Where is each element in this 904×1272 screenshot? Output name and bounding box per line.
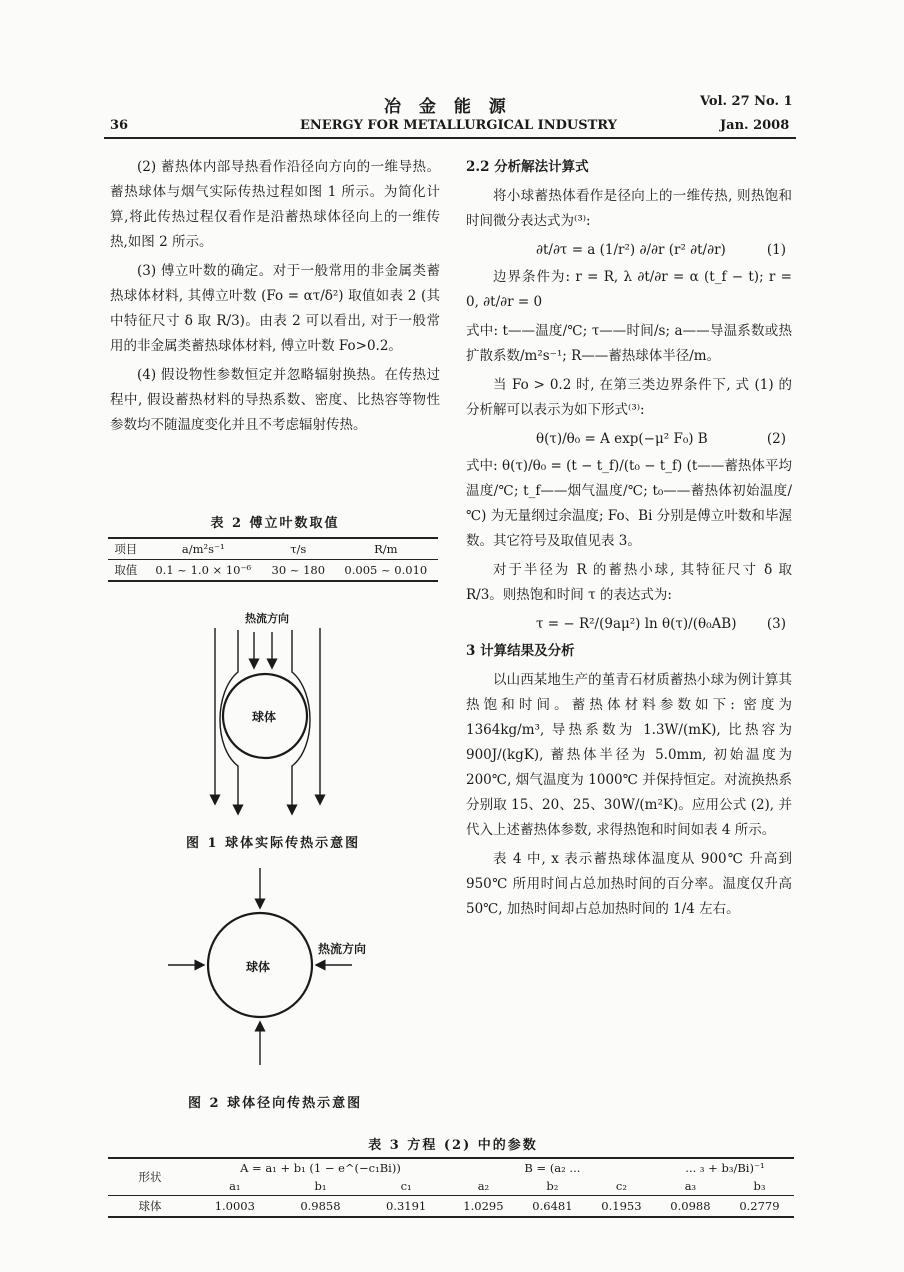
- table-header: R/m: [374, 542, 398, 556]
- table-cell: 0.1953: [601, 1199, 642, 1213]
- equation-1-body: ∂t/∂τ = a (1/r²) ∂/∂r (r² ∂t/∂r): [536, 242, 726, 258]
- table-subheader: a₃: [684, 1179, 697, 1193]
- table-2-grid: [108, 537, 438, 582]
- figure-2-diagram: [160, 860, 400, 1075]
- journal-title-en: ENERGY FOR METALLURGICAL INDUSTRY: [300, 118, 617, 133]
- equation-2-body: θ(τ)/θ₀ = A exp(−μ² F₀) B: [536, 431, 708, 447]
- journal-title-cn: 冶 金 能 源: [384, 97, 512, 117]
- table-cell: 30 ~ 180: [271, 563, 326, 577]
- table-header: ... ₃ + b₃/Bi)⁻¹: [685, 1161, 765, 1175]
- table-cell: 0.3191: [385, 1199, 427, 1213]
- paragraph-assumption-4: (4) 假设物性参数恒定并忽略辐射换热。在传热过程中, 假设蓄热材料的导热系数、密度、比热容等物性参数均不随温度变化并且不考虑辐射传热。: [110, 367, 440, 433]
- table-subheader: a₂: [477, 1179, 490, 1193]
- figure-2-sphere-label: 球体: [246, 960, 271, 974]
- equation-3-body: τ = − R²/(9aμ²) ln θ(τ)/(θ₀AB): [536, 616, 737, 632]
- table-subheader: c₂: [615, 1179, 627, 1193]
- left-column: [110, 155, 440, 442]
- table-cell: 0.6481: [532, 1199, 573, 1213]
- table-header: a/m²s⁻¹: [181, 542, 225, 556]
- table-cell: 取值: [114, 563, 138, 577]
- boundary-conditions: 边界条件为: r = R, λ ∂t/∂r = α (t_f − t); r = 0, ∂t/∂r = 0: [466, 269, 792, 310]
- table-cell: 0.9858: [300, 1199, 341, 1213]
- figure-1-caption: 图 1 球体实际传热示意图: [186, 836, 361, 851]
- table-2: [108, 512, 442, 582]
- table-3: [108, 1134, 798, 1218]
- figure-1: [190, 600, 340, 830]
- page-number: 36: [110, 118, 129, 133]
- paragraph-assumption-2: (2) 蓄热体内部导热看作沿径向方向的一维导热。蓄热球体与烟气实际传热过程如图 1 所示。为简化计算,将此传热过程仅看作是沿蓄热球体径向上的一维传热,如图 2 所示。: [110, 159, 440, 250]
- symbol-definitions-1: 式中: t——温度/℃; τ——时间/s; a——导温系数或热扩散系数/m²s⁻¹; R——蓄热球体半径/m。: [466, 323, 792, 364]
- equation-2: [466, 427, 792, 452]
- right-column: [466, 155, 792, 926]
- paragraph-assumption-3: (3) 傅立叶数的确定。对于一般常用的非金属类蓄热球体材料, 其傅立叶数 (Fo = ατ/δ²) 取值如表 2 (其中特征尺寸 δ 取 R/3)。由表 2 可以看出, 对于一般常用的非金属类蓄热球体材料, 傅立叶数 Fo>0.2。: [110, 263, 440, 354]
- section-3-heading: 3 计算结果及分析: [466, 643, 575, 659]
- table-cell: 0.2779: [739, 1199, 780, 1213]
- table-cell: 1.0003: [214, 1199, 255, 1213]
- table-3-caption: 表 3 方程 (2) 中的参数: [368, 1138, 538, 1153]
- table-header: τ/s: [290, 542, 307, 556]
- equation-1: [466, 238, 792, 263]
- table-subheader: b₂: [546, 1179, 559, 1193]
- table-3-grid: [108, 1157, 794, 1218]
- paragraph-analytic: 当 Fo > 0.2 时, 在第三类边界条件下, 式 (1) 的分析解可以表示为如下形式⁽³⁾:: [466, 377, 792, 418]
- table-row: [108, 560, 438, 582]
- table-2-caption: 表 2 傅立叶数取值: [210, 516, 340, 531]
- table-header: 项目: [114, 542, 138, 556]
- paragraph-characteristic-size: 对于半径为 R 的蓄热小球, 其特征尺寸 δ 取 R/3。则热饱和时间 τ 的表达式为:: [466, 562, 792, 603]
- figure-1-flow-label: 热流方向: [245, 612, 289, 625]
- table-subheader: a₁: [229, 1179, 241, 1193]
- paragraph-intro: 将小球蓄热体看作是径向上的一维传热, 则热饱和时间微分表达式为⁽³⁾:: [466, 188, 792, 229]
- table-cell: 0.005 ~ 0.010: [344, 563, 428, 577]
- figure-2: [160, 860, 400, 1075]
- table-subheader: c₁: [400, 1179, 412, 1193]
- paragraph-results: 以山西某地生产的堇青石材质蓄热小球为例计算其热饱和时间。蓄热体材料参数如下: 密度为 1364kg/m³, 导热系数为 1.3W/(mK), 比热容为 900J/(kgK), 蓄热体半径为 5.0mm, 初始温度为 200℃, 烟气温度为 1000℃ 并保持恒定。对流换热系分别取 15、20、25、30W/(m²K)。应用公式 (2), 并代入上述蓄热体参数, 求得热饱和时间如表 4 所示。: [466, 672, 792, 838]
- header-rule: [104, 137, 796, 139]
- table-header: 形状: [138, 1170, 162, 1184]
- equation-3: [466, 612, 792, 637]
- section-2-2-heading: 2.2 分析解法计算式: [466, 159, 589, 175]
- figure-2-flow-label: 热流方向: [318, 942, 367, 956]
- figure-2-caption: 图 2 球体径向传热示意图: [188, 1096, 363, 1111]
- paragraph-table4-note: 表 4 中, x 表示蓄热球体温度从 900℃ 升高到 950℃ 所用时间占总加热时间的百分率。温度仅升高 50℃, 加热时间却占总加热时间的 1/4 左右。: [466, 851, 792, 917]
- table-subheader: b₁: [314, 1179, 327, 1193]
- equation-2-number: (2): [766, 431, 786, 447]
- table-header: A = a₁ + b₁ (1 − e^(−c₁Bi)): [240, 1161, 401, 1175]
- table-row: [108, 1196, 794, 1218]
- table-cell: 0.1 ~ 1.0 × 10⁻⁶: [155, 563, 252, 577]
- volume-info: Vol. 27 No. 1: [700, 94, 793, 109]
- table-cell: 0.0988: [670, 1199, 711, 1213]
- symbol-definitions-2: 式中: θ(τ)/θ₀ = (t − t_f)/(t₀ − t_f) (t——蓄热体平均温度/℃; t_f——烟气温度/℃; t₀——蓄热体初始温度/℃) 为无量纲过余温度; Fo、Bi 分别是傅立叶数和毕渥数。其它符号及取值见表 3。: [466, 458, 792, 549]
- issue-date: Jan. 2008: [720, 118, 790, 133]
- figure-1-sphere-label: 球体: [252, 710, 277, 724]
- equation-3-number: (3): [766, 616, 786, 632]
- table-header: B = (a₂ ...: [524, 1161, 581, 1175]
- equation-1-number: (1): [766, 242, 786, 258]
- table-cell: 1.0295: [463, 1199, 504, 1213]
- table-cell: 球体: [138, 1199, 162, 1213]
- table-subheader: b₃: [753, 1179, 766, 1193]
